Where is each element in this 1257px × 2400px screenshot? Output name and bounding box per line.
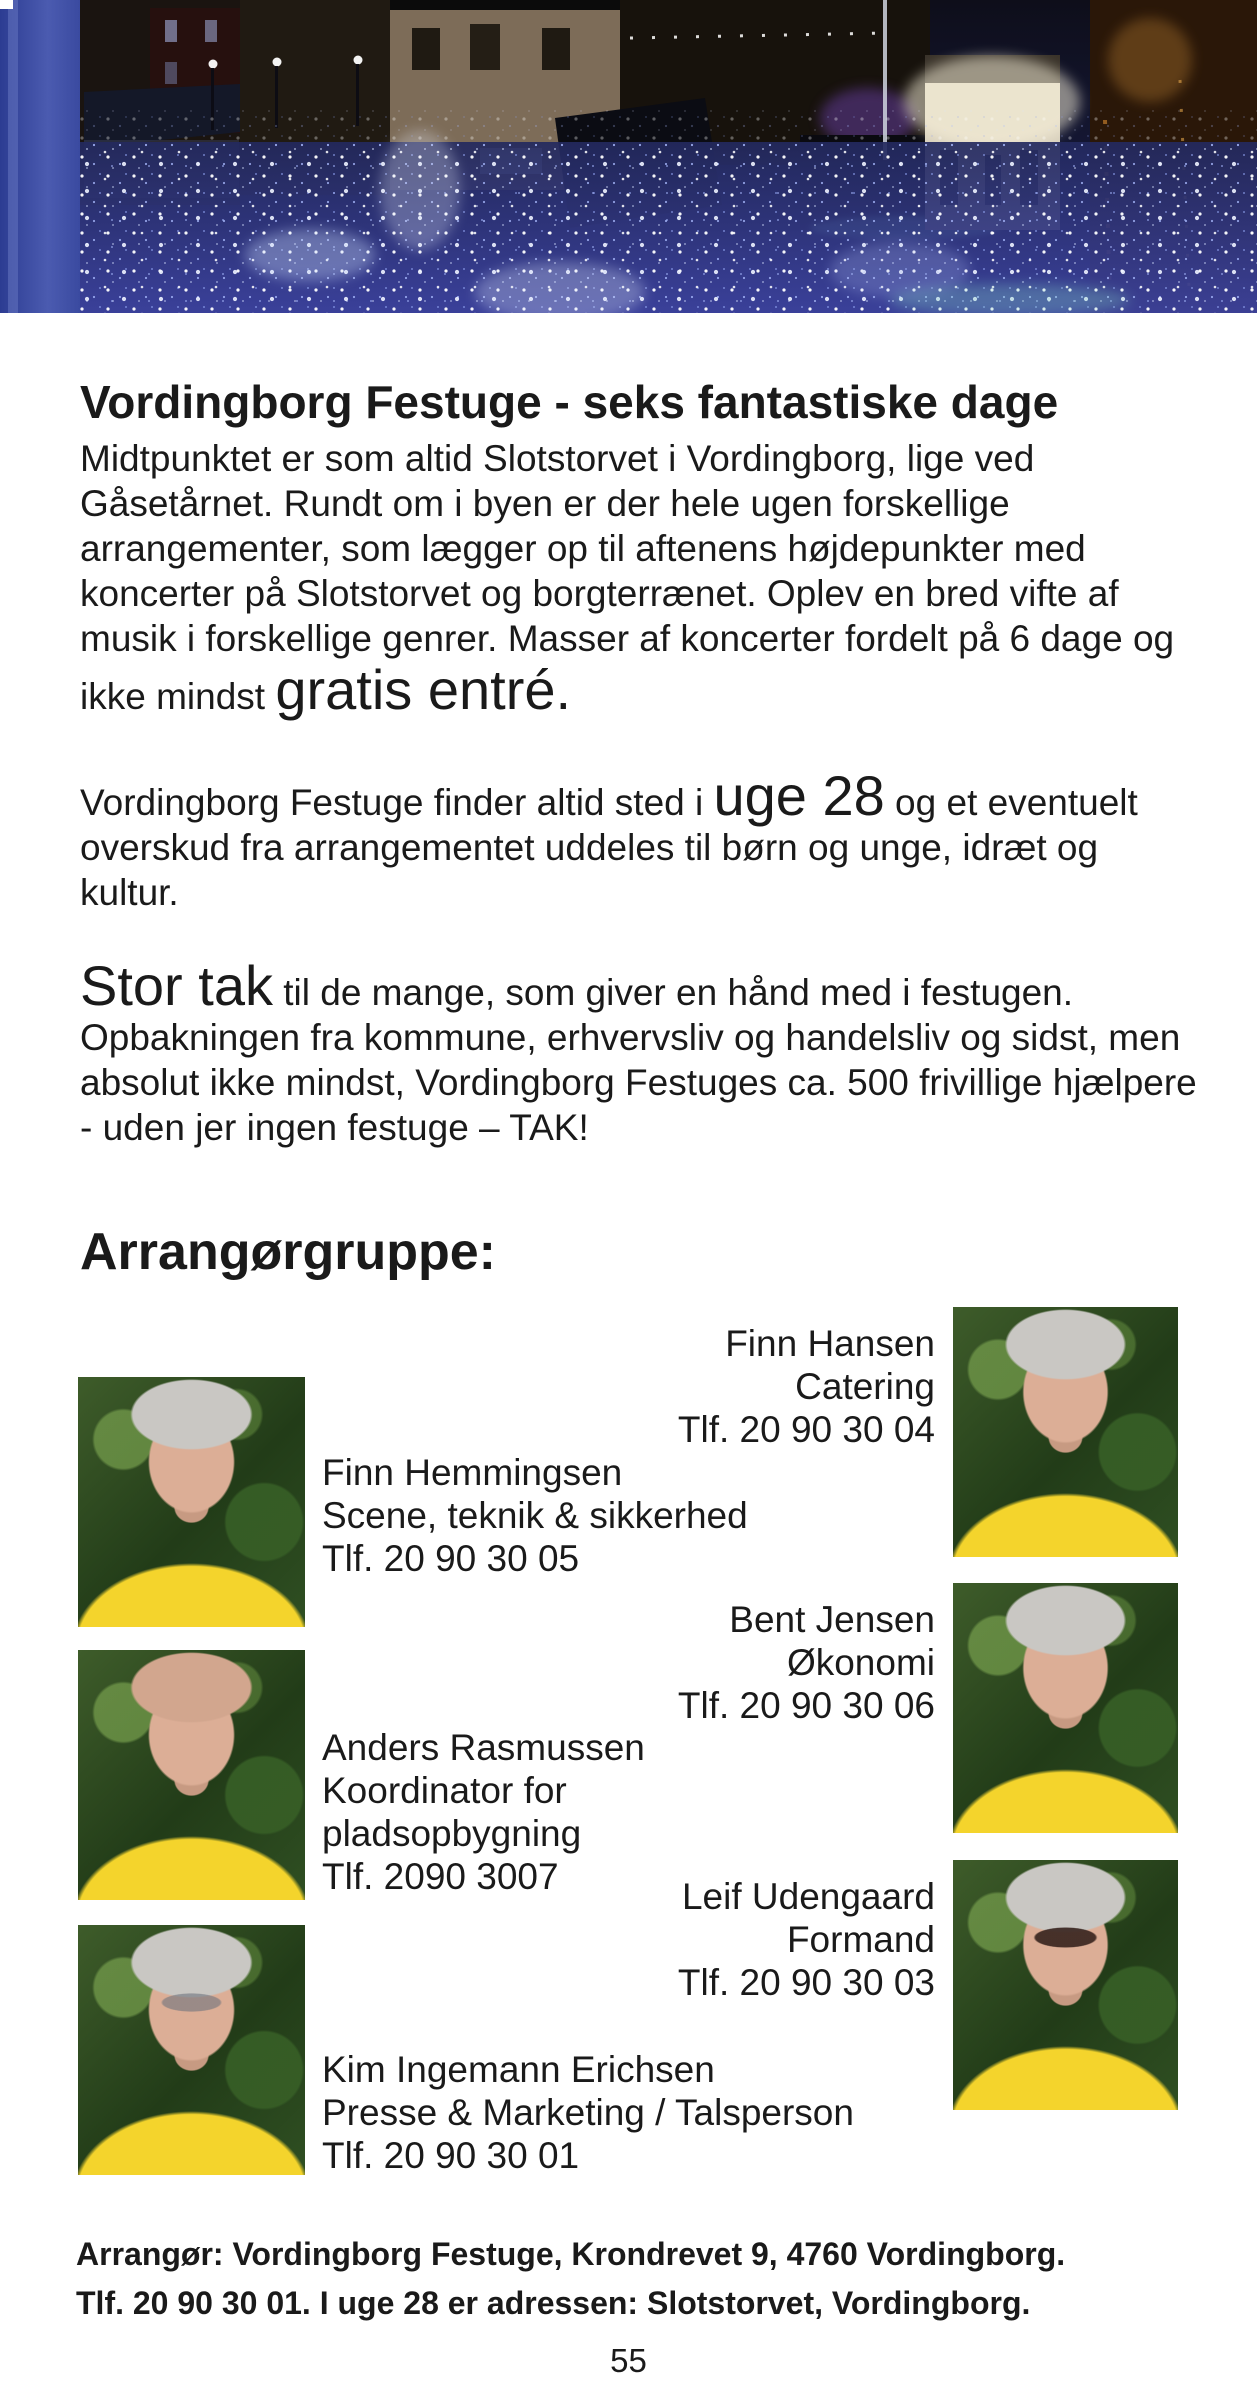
- person-phone: Tlf. 20 90 30 04: [677, 1409, 935, 1450]
- person-entry-kim-ingemann-erichsen: [322, 2048, 962, 2177]
- intro-paragraph-1-text: Midtpunktet er som altid Slotstorvet i Vordingborg, lige ved Gåsetårnet. Rundt om i byen er der hele ugen forskellige arrangementer, som lægger op til aftenens højdepunkter med koncerter på Slotstorvet og borgterrænet. Oplev en bred vifte af musik i forskellige genrer. Masser af koncerter fordelt på 6 dage og ikke mindst: [80, 438, 1175, 717]
- person-role: Formand: [786, 1919, 935, 1960]
- person-phone: Tlf. 20 90 30 05: [322, 1538, 580, 1579]
- portrait-leif-udengaard: [953, 1860, 1178, 2110]
- intro-paragraph-3: [80, 954, 1198, 1150]
- person-entry-bent-jensen: [325, 1598, 935, 1727]
- concert-crowd-image: [0, 0, 1257, 313]
- person-role: Presse & Marketing / Talsperson: [322, 2092, 854, 2133]
- person-phone: Tlf. 20 90 30 06: [677, 1685, 935, 1726]
- intro-paragraph-2-before: Vordingborg Festuge finder altid sted i: [80, 782, 714, 823]
- intro-paragraph-2: [80, 764, 1198, 915]
- person-role: Catering: [795, 1366, 935, 1407]
- person-role: Scene, teknik & sikkerhed: [322, 1495, 748, 1536]
- intro-paragraph-2-after: og et eventuelt overskud fra arrangementet uddeles til børn og unge, idræt og kultur.: [80, 782, 1138, 913]
- person-entry-anders-rasmussen: [322, 1726, 752, 1898]
- portrait-bent-jensen: [953, 1583, 1178, 1833]
- organizer-address-line: Arrangør: Vordingborg Festuge, Krondrevet 9, 4760 Vordingborg.: [76, 2236, 1066, 2272]
- free-entry-highlight: gratis entré.: [275, 658, 572, 721]
- portrait-anders-rasmussen: [78, 1650, 305, 1900]
- portrait-finn-hemmingsen: [78, 1377, 305, 1627]
- page-number: 55: [610, 2342, 647, 2379]
- big-thanks-highlight: Stor tak: [80, 954, 273, 1017]
- person-name: Kim Ingemann Erichsen: [322, 2049, 715, 2090]
- section-heading: Arrangørgruppe:: [80, 1223, 496, 1281]
- portrait-finn-hansen: [953, 1307, 1178, 1557]
- person-phone: Tlf. 20 90 30 01: [322, 2135, 580, 2176]
- person-name: Finn Hemmingsen: [322, 1452, 623, 1493]
- hero-photo: [0, 0, 1257, 313]
- person-name: Finn Hansen: [725, 1323, 935, 1364]
- person-phone: Tlf. 20 90 30 03: [677, 1962, 935, 2003]
- intro-paragraph-1: [80, 436, 1198, 719]
- person-entry-finn-hemmingsen: [322, 1451, 962, 1580]
- intro-paragraph-3-text: til de mange, som giver en hånd med i festugen. Opbakningen fra kommune, erhvervsliv og handelsliv og sidst, men absolut ikke mindst, Vordingborg Festuges ca. 500 frivillige hjælpere - uden jer ingen festuge – TAK!: [80, 972, 1197, 1148]
- page-title: Vordingborg Festuge - seks fantastiske dage: [80, 376, 1059, 428]
- person-entry-finn-hansen: [325, 1322, 935, 1451]
- organizer-phone-line: Tlf. 20 90 30 01. I uge 28 er adressen: Slotstorvet, Vordingborg.: [76, 2285, 1031, 2321]
- person-phone: Tlf. 2090 3007: [322, 1856, 559, 1897]
- portrait-kim-ingemann-erichsen: [78, 1925, 305, 2175]
- person-name: Leif Udengaard: [681, 1876, 935, 1917]
- person-role: Økonomi: [786, 1642, 935, 1683]
- organizer-footer: [76, 2230, 1226, 2328]
- week-28-highlight: uge 28: [713, 764, 885, 827]
- intro-section: [80, 376, 1198, 1150]
- person-role: Koordinator for pladsopbygning: [322, 1770, 582, 1854]
- person-entry-leif-udengaard: [325, 1875, 935, 2004]
- person-name: Anders Rasmussen: [322, 1727, 645, 1768]
- person-name: Bent Jensen: [729, 1599, 935, 1640]
